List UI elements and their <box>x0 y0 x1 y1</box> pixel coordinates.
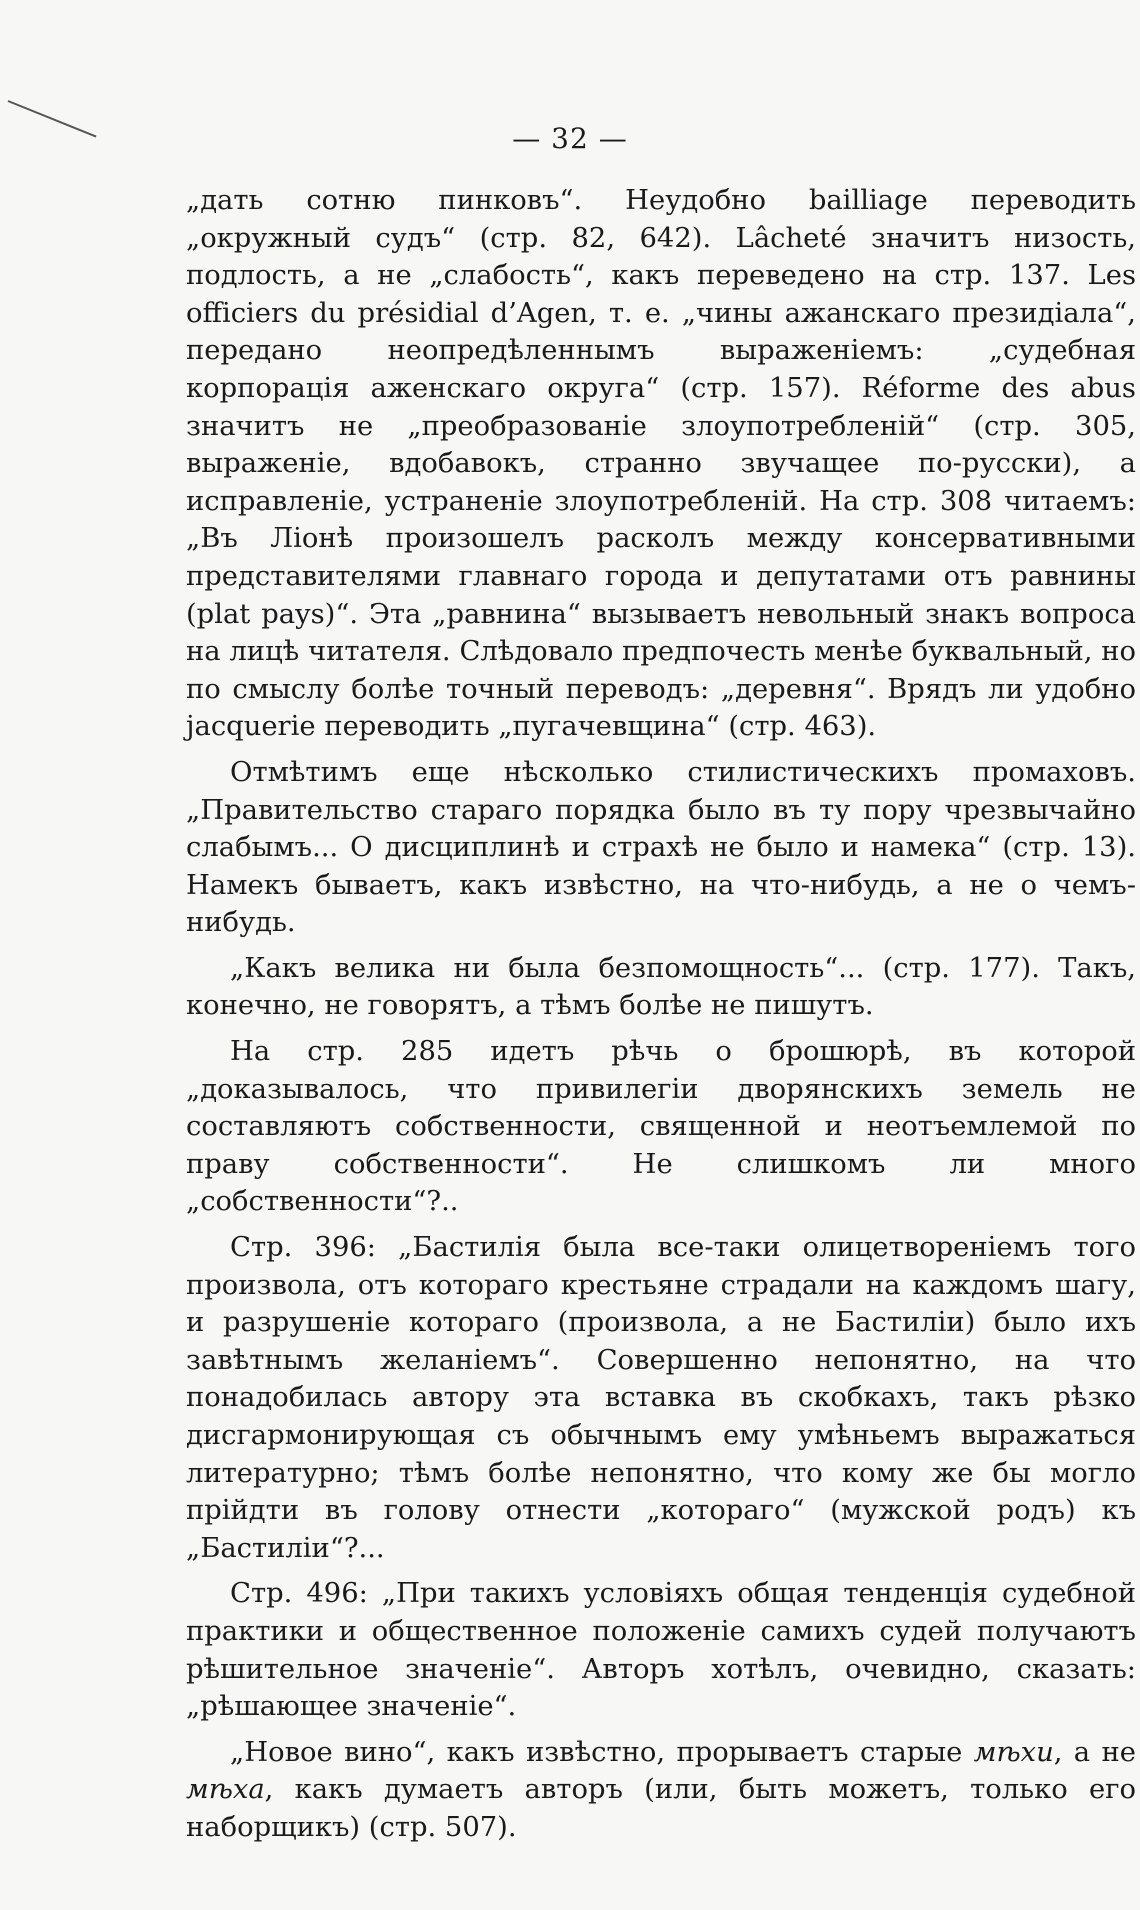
paragraph-7-italic-2: мѣха <box>186 1774 265 1806</box>
paragraph-1: „дать сотню пинковъ“. Неудобно bailliage переводить „окружный судъ“ (стр. 82, 642). Lâcheté значитъ низость, подлость, а не „слабость“, какъ переведено на стр. 137. Les officiers du présidial d’Agen, т. е. „чины ажанскаго президiала“, передано неопредѣленнымъ выраженiемъ: „судебная корпорацiя аженскаго округа“ (стр. 157). Réforme des abus значитъ не „преобразованiе злоупотребленiй“ (стр. 305, выраженiе, вдобавокъ, странно звучащее по-русски), а исправленiе, устраненiе злоупотребленiй. На стр. 308 читаемъ: „Въ Лiонѣ произошелъ расколъ между консервативными представителями главнаго города и депутатами отъ равнины (plat pays)“. Эта „равнина“ вызываетъ невольный знакъ вопроса на лицѣ читателя. Слѣдовало предпочесть менѣе буквальный, но по смыслу болѣе точный переводъ: „деревня“. Врядъ ли удобно jacquerie переводить „пугачевщина“ (стр. 463). <box>186 185 1136 743</box>
paragraph-7-part-3: , какъ думаетъ авторъ (или, быть можетъ, только его наборщикъ) (стр. 507). <box>186 1774 1136 1843</box>
paragraph-4: На стр. 285 идетъ рѣчь о брошюрѣ, въ которой „доказывалось, что привилегiи дворянскихъ земель не составляютъ собственности, священной и неотъемлемой по праву собственности“. Не слишкомъ ли много „собственности“?.. <box>186 1036 1136 1218</box>
paragraph-6: Стр. 496: „При такихъ условiяхъ общая тенденцiя судебной практики и общественное положенiе самихъ судей получаютъ рѣшительное значенiе“. Авторъ хотѣлъ, очевидно, сказать: „рѣшающее значенiе“. <box>186 1578 1136 1723</box>
page-number: — 32 — <box>512 122 628 155</box>
body-text <box>186 182 1136 1855</box>
paragraph-7 <box>186 1734 1136 1847</box>
paragraph-7-part-2: , а не <box>1053 1736 1136 1768</box>
paragraph-7-italic-1: мѣхи <box>973 1736 1054 1768</box>
paragraph-5: Стр. 396: „Бастилiя была все-таки олицетворенiемъ того произвола, отъ котораго крестьяне страдали на каждомъ шагу, и разрушенiе котораго (произвола, а не Бастилiи) было ихъ завѣтнымъ желанiемъ“. Совершенно непонятно, на что понадобилась автору эта вставка въ скобкахъ, такъ рѣзко дисгармонирующая съ обычнымъ ему умѣньемъ выражаться литературно; тѣмъ болѣе непонятно, что кому же бы могло прiйдти въ голову отнести „котораго“ (мужской родъ) къ „Бастилiи“?... <box>186 1232 1136 1564</box>
paragraph-7-part-1: „Новое вино“, какъ извѣстно, прорываетъ старые <box>230 1736 974 1768</box>
paragraph-3: „Какъ велика ни была безпомощность“... (стр. 177). Такъ, конечно, не говорятъ, а тѣмъ болѣе не пишутъ. <box>186 952 1136 1022</box>
paragraph-2: Отмѣтимъ еще нѣсколько стилистическихъ промаховъ. „Правительство стараго порядка было въ ту пору чрезвычайно слабымъ... О дисциплинѣ и страхѣ не было и намека“ (стр. 13). Намекъ бываетъ, какъ извѣстно, на что-нибудь, а не о чемъ-нибудь. <box>186 756 1136 939</box>
